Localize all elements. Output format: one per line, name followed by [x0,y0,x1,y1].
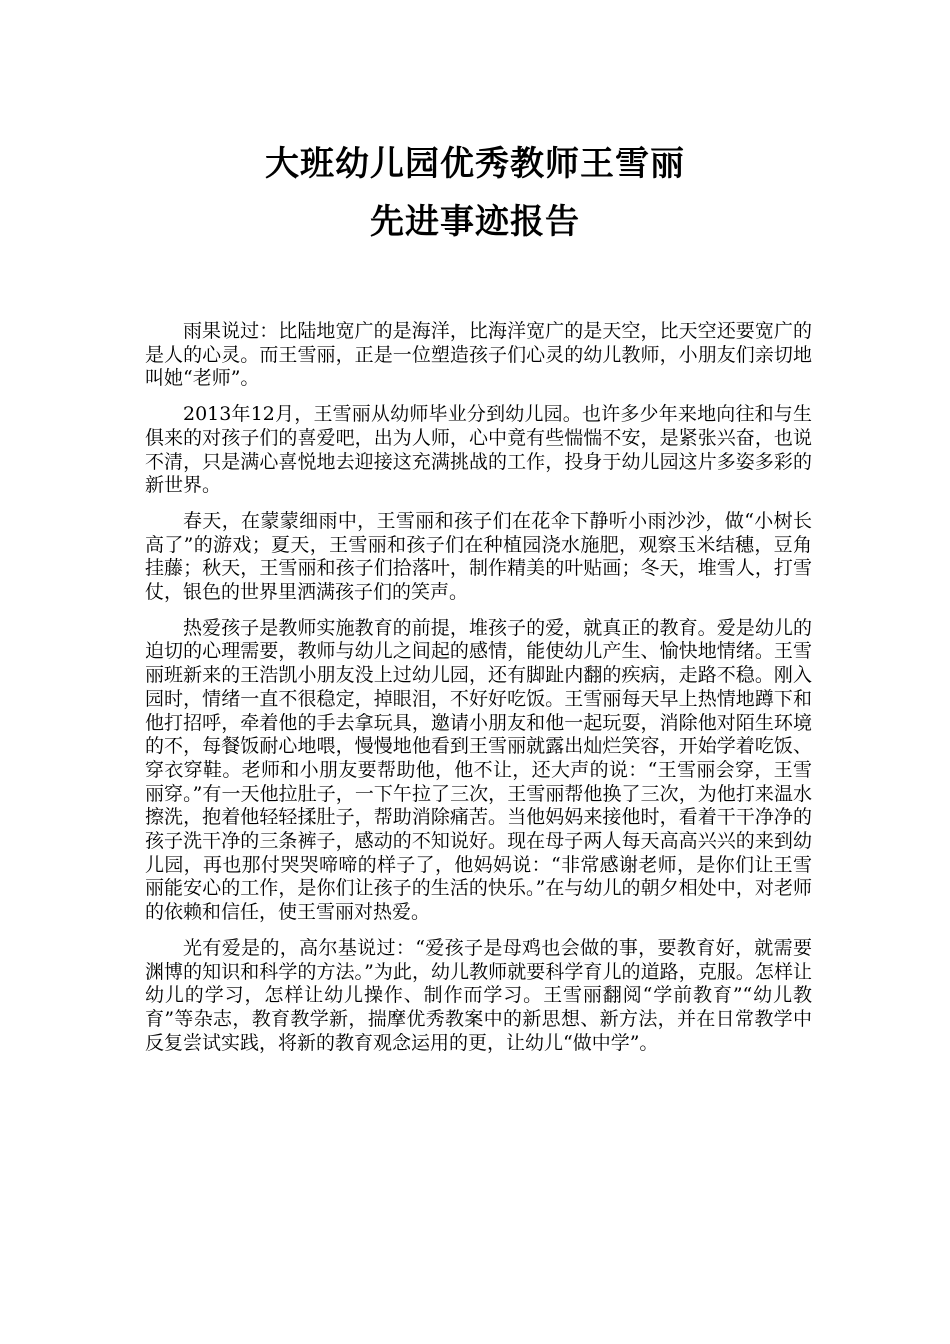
document-body [145,320,812,1067]
body-paragraph-2: 2013年12月，王雪丽从幼师毕业分到幼儿园。也许多少年来地向往和与生俱来的对孩子们的喜爱吧，出为人师，心中竟有些惴惴不安，是紧张兴奋，也说不清，只是满心喜悦地去迎接这充满挑战的工作，投身于幼儿园这片多姿多彩的新世界。 [145,403,812,497]
document-title-line-1: 大班幼儿园优秀教师王雪丽 [265,144,685,184]
body-paragraph-5: 光有爱是的，高尔基说过：“爱孩子是母鸡也会做的事，要教育好，就需要渊博的知识和科学的方法。”为此，幼儿教师就要科学育儿的道路，克服。怎样让幼儿的学习，怎样让幼儿操作、制作而学习。王雪丽翻阅“学前教育”“幼儿教育”等杂志，教育教学新，揣摩优秀教案中的新思想、新方法，并在日常教学中反复尝试实践，将新的教育观念运用的更，让幼儿“做中学”。 [145,936,812,1054]
body-paragraph-1: 雨果说过：比陆地宽广的是海洋，比海洋宽广的是天空，比天空还要宽广的是人的心灵。而王雪丽，正是一位塑造孩子们心灵的幼儿教师，小朋友们亲切地叫她“老师”。 [145,320,812,390]
body-paragraph-3: 春天，在蒙蒙细雨中，王雪丽和孩子们在花伞下静听小雨沙沙，做“小树长高了”的游戏；夏天，王雪丽和孩子们在种植园浇水施肥，观察玉米结穗，豆角挂藤；秋天，王雪丽和孩子们拾落叶，制作精美的叶贴画；冬天，堆雪人，打雪仗，银色的世界里洒满孩子们的笑声。 [145,509,812,604]
document-title-line-2: 先进事迹报告 [370,202,580,242]
body-paragraph-4: 热爱孩子是教师实施教育的前提，堆孩子的爱，就真正的教育。爱是幼儿的迫切的心理需要，教师与幼儿之间起的感情，能使幼儿产生、愉快地情绪。王雪丽班新来的王浩凯小朋友没上过幼儿园，还有脚趾内翻的疾病，走路不稳。刚入园时，情绪一直不很稳定，掉眼泪，不好好吃饭。王雪丽每天早上热情地蹲下和他打招呼，牵着他的手去拿玩具，邀请小朋友和他一起玩耍，消除他对陌生环境的不，每餐饭耐心地喂，慢慢地他看到王雪丽就露出灿烂笑容，开始学着吃饭、穿衣穿鞋。老师和小朋友要帮助他，他不让，还大声的说：“王雪丽会穿，王雪丽穿。”有一天他拉肚子，一下午拉了三次，王雪丽帮他换了三次，为他打来温水擦洗，抱着他轻轻揉肚子，帮助消除痛苦。当他妈妈来接他时，看着干干净净的孩子洗干净的三条裤子，感动的不知说好。现在母子两人每天高高兴兴的来到幼儿园，再也那付哭哭啼啼的样子了，他妈妈说：“非常感谢老师，是你们让王雪丽能安心的工作，是你们让孩子的生活的快乐。”在与幼儿的朝夕相处中，对老师的依赖和信任，使王雪丽对热爱。 [145,616,812,924]
